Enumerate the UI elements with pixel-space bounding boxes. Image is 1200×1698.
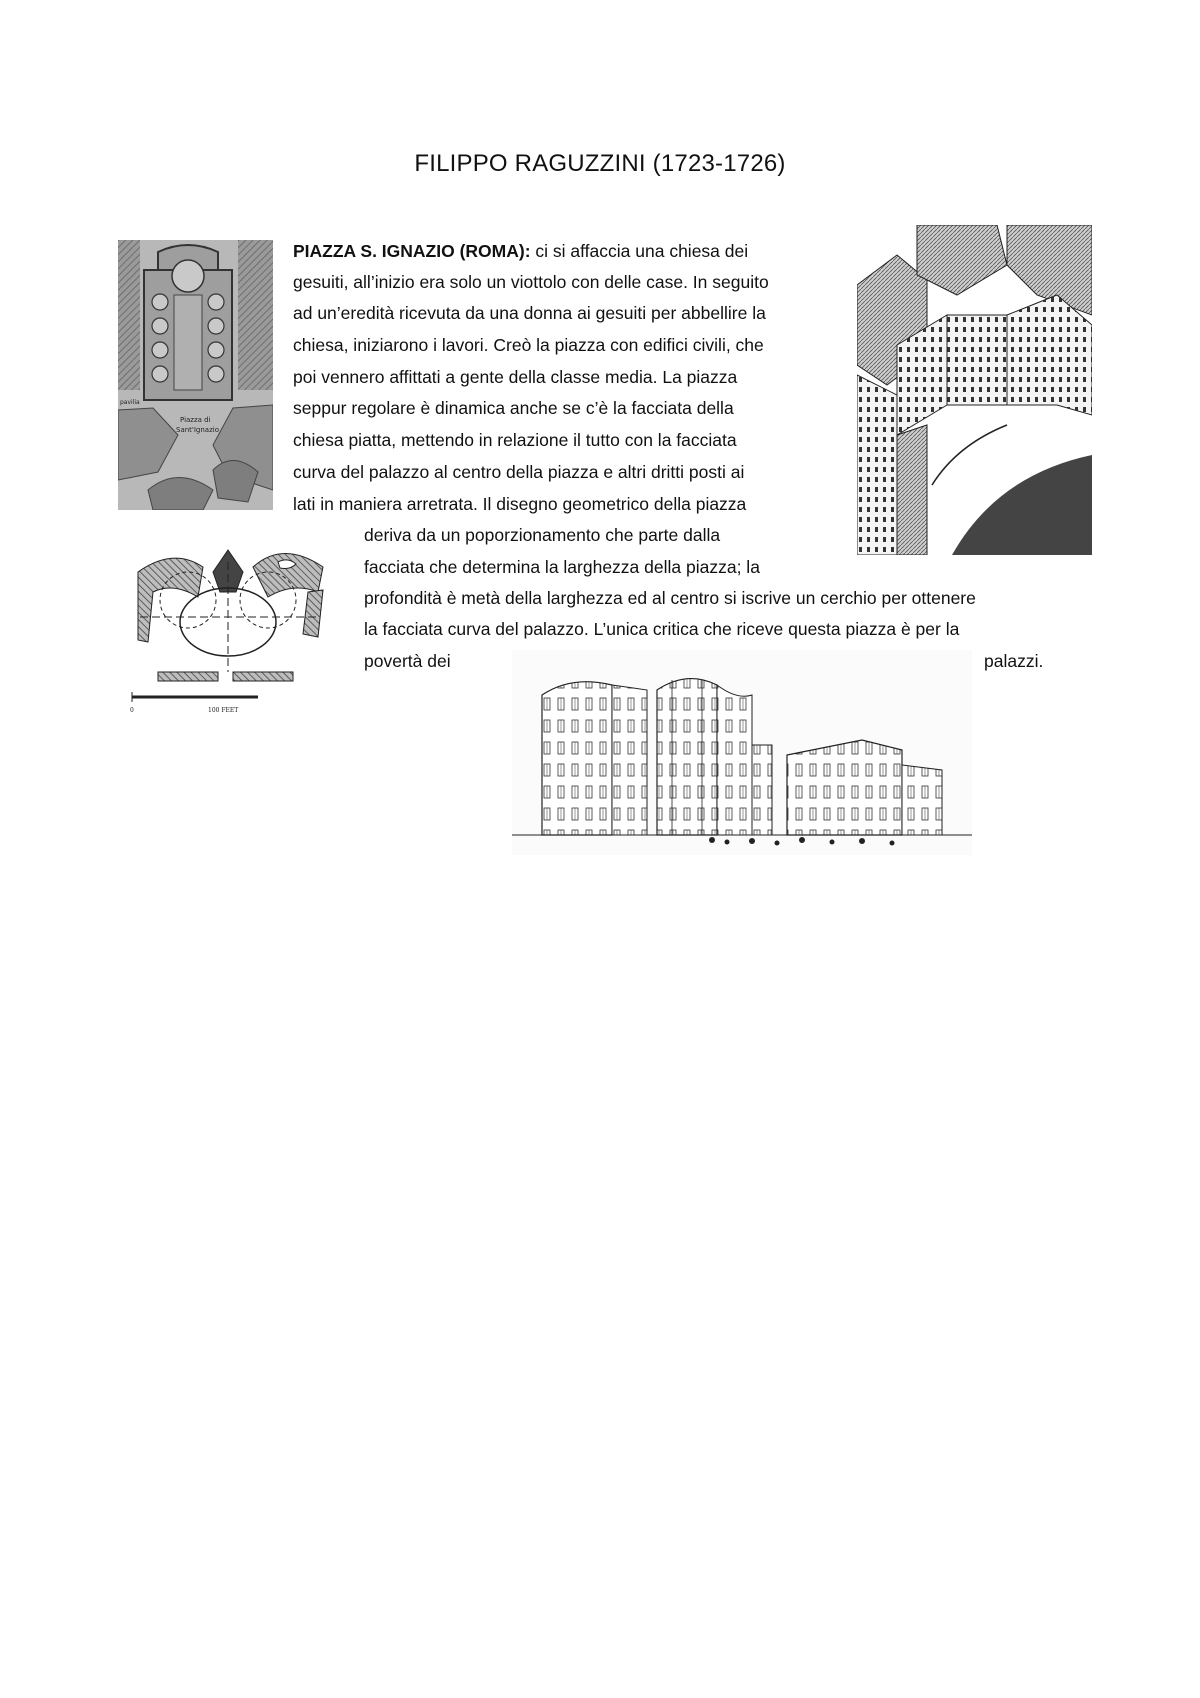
scale-start-label: 0 [130, 707, 134, 714]
church-site-plan-image [118, 240, 273, 510]
text-line: povertà dei [364, 651, 451, 671]
scale-end-label: 100 FEET [208, 707, 239, 714]
text-line: deriva da un poporzionamento che parte dalla [364, 525, 721, 545]
plan-label-sant-ignazio: Sant'Ignazio [176, 426, 219, 434]
text-line: la facciata curva del palazzo. L’unica critica che riceve questa piazza è per la [364, 619, 960, 639]
text-line: gesuiti, all’inizio era solo un viottolo con delle case. In seguito [293, 272, 769, 292]
text-line: poi vennero affittati a gente della classe media. La piazza [293, 367, 738, 387]
text-fragment: ci si affaccia una chiesa dei [535, 241, 749, 261]
text-line: chiesa piatta, mettendo in relazione il tutto con la facciata [293, 430, 737, 450]
text-line: chiesa, iniziarono i lavori. Creò la piazza con edifici civili, che [293, 335, 764, 355]
aerial-isometric-drawing-image [857, 225, 1092, 555]
geometric-plan-diagram-image [118, 522, 346, 720]
text-line: curva del palazzo al centro della piazza e altri dritti posti ai [293, 462, 745, 482]
text-line: facciata che determina la larghezza della piazza; la [364, 557, 760, 577]
text-line: palazzi. [984, 651, 1044, 671]
text-line [293, 241, 748, 262]
text-line: lati in maniera arretrata. Il disegno geometrico della piazza [293, 494, 747, 514]
piazza-perspective-drawing-image [512, 650, 972, 855]
page-title: FILIPPO RAGUZZINI (1723-1726) [414, 150, 786, 177]
text-line: profondità è metà della larghezza ed al centro si iscrive un cerchio per ottenere [364, 588, 976, 608]
text-line: seppur regolare è dinamica anche se c’è la facciata della [293, 398, 734, 418]
plan-label-piazza: Piazza di [180, 416, 211, 424]
text-line: ad un’eredità ricevuta da una donna ai gesuiti per abbellire la [293, 303, 766, 323]
plan-label-top: pavilia [120, 399, 140, 406]
section-heading: PIAZZA S. IGNAZIO (ROMA): [293, 241, 531, 261]
